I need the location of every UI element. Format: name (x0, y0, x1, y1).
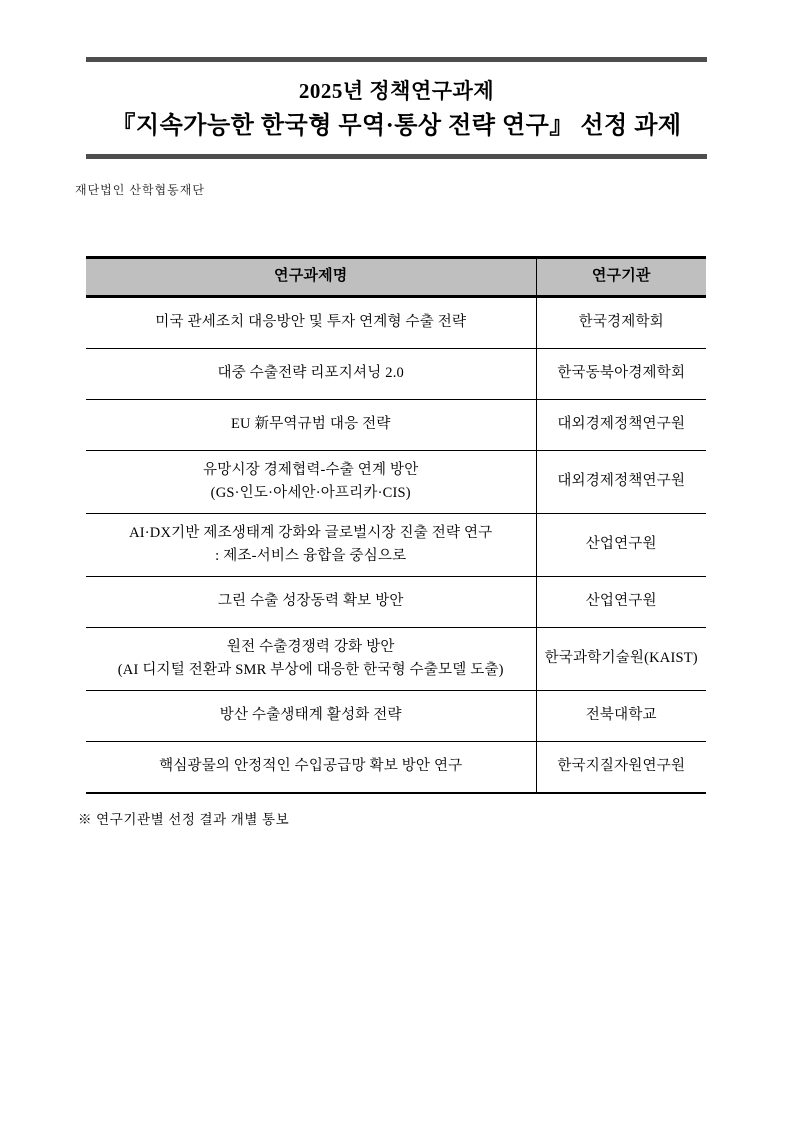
project-name-line-1: 방산 수출생태계 활성화 전략 (219, 707, 402, 724)
selected-projects-table (86, 256, 706, 794)
project-name-line-1: AI·DX기반 제조생태계 강화와 글로벌시장 진출 전략 연구 (129, 525, 493, 542)
table-row (86, 348, 706, 399)
title-block (86, 62, 707, 154)
cell-institution: 한국지질자원연구원 (536, 741, 706, 793)
cell-project-name (86, 741, 536, 793)
project-name-line-1: 원전 수출경쟁력 강화 방안 (226, 639, 395, 656)
cell-institution: 한국동북아경제학회 (536, 348, 706, 399)
document-header (86, 57, 707, 159)
table-row (86, 690, 706, 741)
column-header-project-name: 연구과제명 (86, 257, 536, 296)
project-name-line-1: EU 新무역규범 대응 전략 (230, 416, 391, 433)
project-name-line-1: 대중 수출전략 리포지셔닝 2.0 (217, 365, 404, 382)
project-name-line-1: 유망시장 경제협력-수출 연계 방안 (203, 462, 419, 479)
document-title-line-1: 2025년 정책연구과제 (298, 79, 495, 103)
cell-institution: 산업연구원 (536, 576, 706, 627)
organization-name: 재단법인 산학협동재단 (75, 182, 205, 197)
table-row (86, 627, 706, 690)
table-row (86, 450, 706, 513)
cell-project-name (86, 627, 536, 690)
results-table-container (86, 256, 707, 794)
table-body (86, 296, 706, 793)
table-header-row (86, 257, 706, 296)
table-row (86, 513, 706, 576)
cell-institution: 대외경제정책연구원 (536, 450, 706, 513)
cell-institution: 전북대학교 (536, 690, 706, 741)
cell-project-name (86, 296, 536, 348)
table-row (86, 576, 706, 627)
cell-institution: 산업연구원 (536, 513, 706, 576)
cell-project-name (86, 690, 536, 741)
cell-project-name (86, 576, 536, 627)
table-row (86, 399, 706, 450)
cell-institution: 한국경제학회 (536, 296, 706, 348)
cell-project-name (86, 348, 536, 399)
header-rule-bottom (86, 154, 707, 159)
cell-project-name (86, 513, 536, 576)
table-row (86, 296, 706, 348)
project-name-line-2: : 제조-서비스 융합을 중심으로 (215, 547, 407, 564)
table-row (86, 741, 706, 793)
project-name-line-2: (AI 디지털 전환과 SMR 부상에 대응한 한국형 수출모델 도출) (117, 661, 504, 678)
table-head (86, 257, 706, 296)
document-title-line-2: 『지속가능한 한국형 무역·통상 전략 연구』 선정 과제 (111, 112, 682, 139)
cell-project-name (86, 399, 536, 450)
project-name-line-2: (GS·인도·아세안·아프리카·CIS) (210, 484, 411, 501)
cell-institution: 한국과학기술원(KAIST) (536, 627, 706, 690)
footnote-text: ※ 연구기관별 선정 결과 개별 통보 (78, 811, 290, 827)
cell-project-name (86, 450, 536, 513)
column-header-institution: 연구기관 (536, 257, 706, 296)
project-name-line-1: 미국 관세조치 대응방안 및 투자 연계형 수출 전략 (155, 314, 467, 331)
project-name-line-1: 핵심광물의 안정적인 수입공급망 확보 방안 연구 (159, 758, 463, 775)
project-name-line-1: 그린 수출 성장동력 확보 방안 (217, 593, 404, 610)
cell-institution: 대외경제정책연구원 (536, 399, 706, 450)
